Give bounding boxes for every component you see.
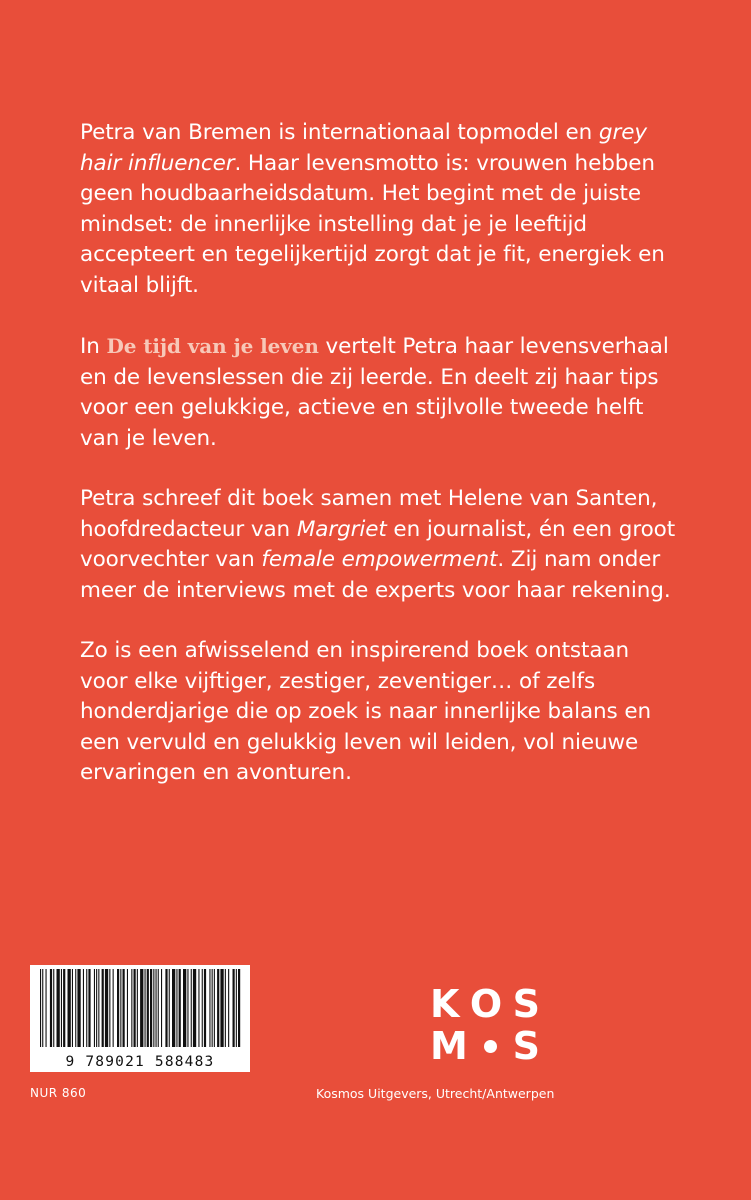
blurb-p1-text-a: Petra van Bremen is internationaal topmodel en <box>80 120 599 145</box>
blurb-p3-text-b: en journalist, én een groot voorvechter van <box>80 516 676 572</box>
blurb-p3-italic-1: Margriet <box>296 516 387 542</box>
logo-letter-s-2: S <box>512 1024 540 1068</box>
blurb-p2-text-a: In <box>80 334 107 359</box>
isbn-barcode <box>30 965 250 1072</box>
logo-row-2 <box>430 1025 540 1067</box>
logo-letter-o: O <box>469 982 503 1026</box>
blurb-p1-italic: grey hair influencer <box>80 120 647 176</box>
logo-row-1 <box>430 983 540 1025</box>
barcode-bars <box>36 969 244 1049</box>
logo-letter-k: K <box>430 982 460 1026</box>
kosmos-logo <box>430 983 540 1073</box>
book-title: De tijd van je leven <box>106 334 319 358</box>
nur-code: NUR 860 <box>30 1086 87 1100</box>
blurb-text <box>80 118 680 819</box>
blurb-p3-text-c: . Zij nam onder meer de interviews met de experts voor haar rekening. <box>80 547 671 603</box>
blurb-p3-italic-2: female empowerment <box>261 547 498 572</box>
blurb-paragraph-3 <box>80 484 680 606</box>
blurb-p1-text-b: . Haar levensmotto is: vrouwen hebben geen houdbaarheidsdatum. Het begint met de juiste mindset: de innerlijke instelling dat je je leeftijd accepteert en tegelijkertijd zorgt dat je fit, energiek en vitaal blijft. <box>80 150 665 298</box>
blurb-paragraph-1 <box>80 118 680 301</box>
logo-dot <box>484 1040 497 1053</box>
blurb-paragraph-2 <box>80 331 680 454</box>
publisher-imprint: Kosmos Uitgevers, Utrecht/Antwerpen <box>316 1086 555 1101</box>
logo-letter-s: S <box>512 982 540 1026</box>
isbn-digits: 9 789021 588483 <box>65 1054 215 1070</box>
blurb-p2-text-b: vertelt Petra haar levensverhaal en de levenslessen die zij leerde. En deelt zij haar tips voor een gelukkige, actieve en stijlvolle tweede helft van je leven. <box>80 334 669 451</box>
blurb-paragraph-4: Zo is een afwisselend en inspirerend boek ontstaan voor elke vijftiger, zestiger, zeventiger… of zelfs honderdjarige die op zoek is naar innerlijke balans en een vervuld en gelukkig leven wil leiden, vol nieuwe ervaringen en avonturen. <box>80 638 652 785</box>
logo-letter-m: M <box>430 1024 468 1068</box>
blurb-p3-text-a: Petra schreef dit boek samen met Helene van Santen, hoofdredacteur van <box>80 486 658 542</box>
